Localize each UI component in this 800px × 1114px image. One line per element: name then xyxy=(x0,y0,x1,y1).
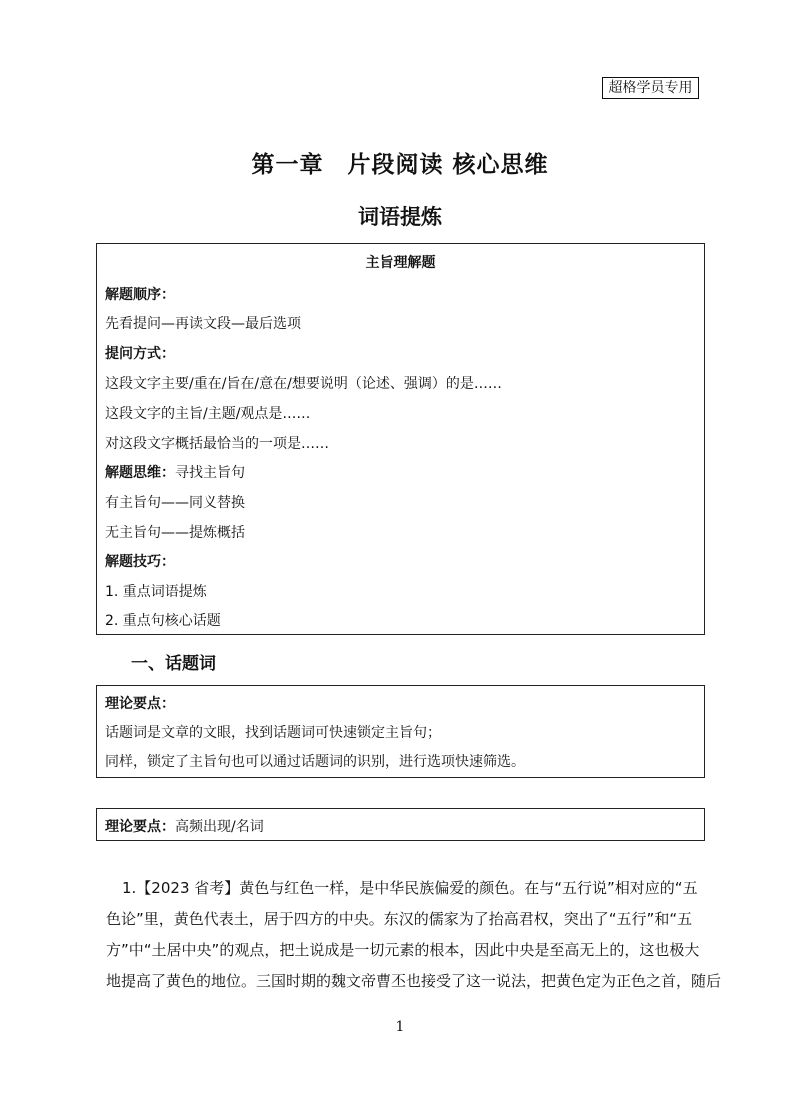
question-line: 色论”里，黄色代表土，居于四方的中央。东汉的儒家为了抬高君权，突出了“五行”和“五 xyxy=(106,910,693,928)
question-line: 1.【2023 省考】黄色与红色一样，是中华民族偏爱的颜色。在与“五行说”相对应的“五 xyxy=(122,879,698,897)
question-line: 地提高了黄色的地位。三国时期的魏文帝曹丕也接受了这一说法，把黄色定为正色之首，随后 xyxy=(106,972,722,990)
think-line: 有主旨句——同义替换 xyxy=(105,495,245,511)
think-label: 解题思维： xyxy=(105,465,175,481)
ask-line: 这段文字主要/重在/旨在/意在/想要说明（论述、强调）的是…… xyxy=(105,376,502,392)
theory-box xyxy=(96,685,705,778)
ask-line: 这段文字的主旨/主题/观点是…… xyxy=(105,406,311,422)
theory-box-2 xyxy=(96,808,705,841)
skill-line: 1. 重点词语提炼 xyxy=(105,584,207,600)
ask-line: 对这段文字概括最恰当的一项是…… xyxy=(105,436,329,452)
think-text: 寻找主旨句 xyxy=(175,465,245,481)
theory-label: 理论要点： xyxy=(105,819,175,835)
chapter-title: 第一章 片段阅读 核心思维 xyxy=(251,152,549,178)
theory-row xyxy=(105,816,264,836)
skill-label: 解题技巧： xyxy=(105,554,175,570)
page-number: 1 xyxy=(395,1019,405,1035)
think-row xyxy=(105,462,245,482)
theory-label: 理论要点： xyxy=(105,696,175,712)
order-label: 解题顺序： xyxy=(105,287,175,303)
order-text: 先看提问—再读文段—最后选项 xyxy=(105,316,301,332)
main-idea-box xyxy=(96,243,705,635)
section-title: 词语提炼 xyxy=(358,205,442,229)
think-line: 无主旨句——提炼概括 xyxy=(105,525,245,541)
theory-line: 同样，锁定了主旨句也可以通过话题词的识别，进行选项快速筛选。 xyxy=(105,754,525,770)
topic-word-heading: 一、话题词 xyxy=(131,654,216,674)
theory-line: 话题词是文章的文眼，找到话题词可快速锁定主旨句； xyxy=(105,725,441,741)
ask-label: 提问方式： xyxy=(105,346,175,362)
skill-line: 2. 重点句核心话题 xyxy=(105,613,221,629)
theory-text: 高频出现/名词 xyxy=(175,819,264,835)
box-heading: 主旨理解题 xyxy=(365,255,436,271)
question-line: 方”中“土居中央”的观点，把土说成是一切元素的根本，因此中央是至高无上的，这也极大 xyxy=(106,941,700,959)
student-only-badge: 超格学员专用 xyxy=(602,77,699,99)
